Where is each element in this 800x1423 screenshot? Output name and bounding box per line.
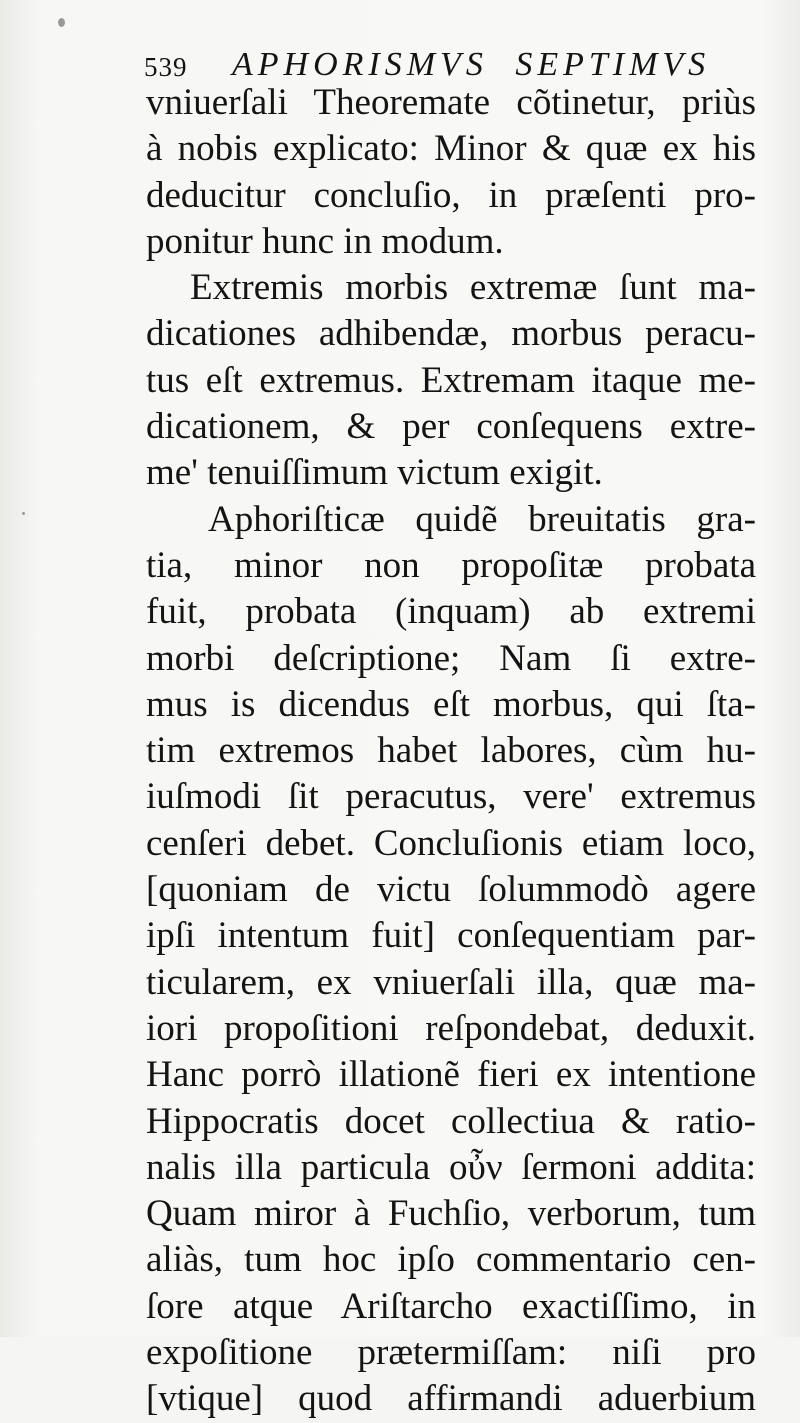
text-line: expoſitione prætermiſſam: niſi pro [146,1332,756,1374]
running-head: APHORISMVS SEPTIMVS [232,46,711,83]
text-line: ponitur hunc in modum. [146,220,504,262]
text-line: mus is dicendus eſt morbus, qui ſta- [146,683,756,725]
text-line: fuit, probata (inquam) ab extremi [146,591,756,633]
text-line: Hippocratis docet collectiua & ratio- [146,1100,756,1142]
text-line: ticularem, ex vniuerſali illa, quæ ma- [146,961,756,1003]
text-line: vniuerſali Theoremate cõtinetur, priùs [146,82,756,123]
text-line: morbi deſcriptione; Nam ſi extre- [146,637,756,679]
body-text [146,80,756,1423]
text-line: à nobis explicato: Minor & quæ ex his [146,128,756,170]
text-line: tim extremos habet labores, cùm hu- [146,730,756,772]
text-line: dicationes adhibendæ, morbus peracu- [146,313,756,355]
text-line: ſore atque Ariſtarcho exactiſſimo, in [146,1285,756,1327]
text-line: iuſmodi ſit peracutus, vere' extremus [146,776,756,818]
text-line: iori propoſitioni reſpondebat, deduxit. [146,1007,756,1049]
ink-speck [22,512,25,515]
text-line: [vtique] quod affirmandi aduerbium [146,1378,756,1420]
paragraph-start-line: Aphoriſticæ quidẽ breuitatis gra- [208,498,756,540]
text-line: deducitur concluſio, in præſenti pro- [146,174,756,216]
paragraph-start-line: Extremis morbis extremæ ſunt ma- [190,267,756,309]
text-line: cenſeri debet. Concluſionis etiam loco, [146,822,756,864]
text-line: aliàs, tum hoc ipſo commentario cen- [146,1239,756,1281]
text-line: [quoniam de victu ſolummodò agere [146,869,756,911]
page-number: 539 [144,52,188,82]
text-line: me' tenuiſſimum victum exigit. [146,452,603,494]
text-line: tus eſt extremus. Extremam itaque me- [146,359,756,401]
text-line: Quam miror à Fuchſio, verborum, tum [146,1193,756,1235]
ink-speck [58,18,65,27]
text-line: dicationem, & per conſequens extre- [146,406,756,448]
text-line: tia, minor non propoſitæ probata [146,544,756,586]
text-line: ipſi intentum fuit] conſequentiam par- [146,915,756,957]
text-line: Hanc porrò illationẽ fieri ex intentione [146,1054,756,1096]
text-line: nalis illa particula οὖν ſermoni addita: [146,1146,756,1188]
